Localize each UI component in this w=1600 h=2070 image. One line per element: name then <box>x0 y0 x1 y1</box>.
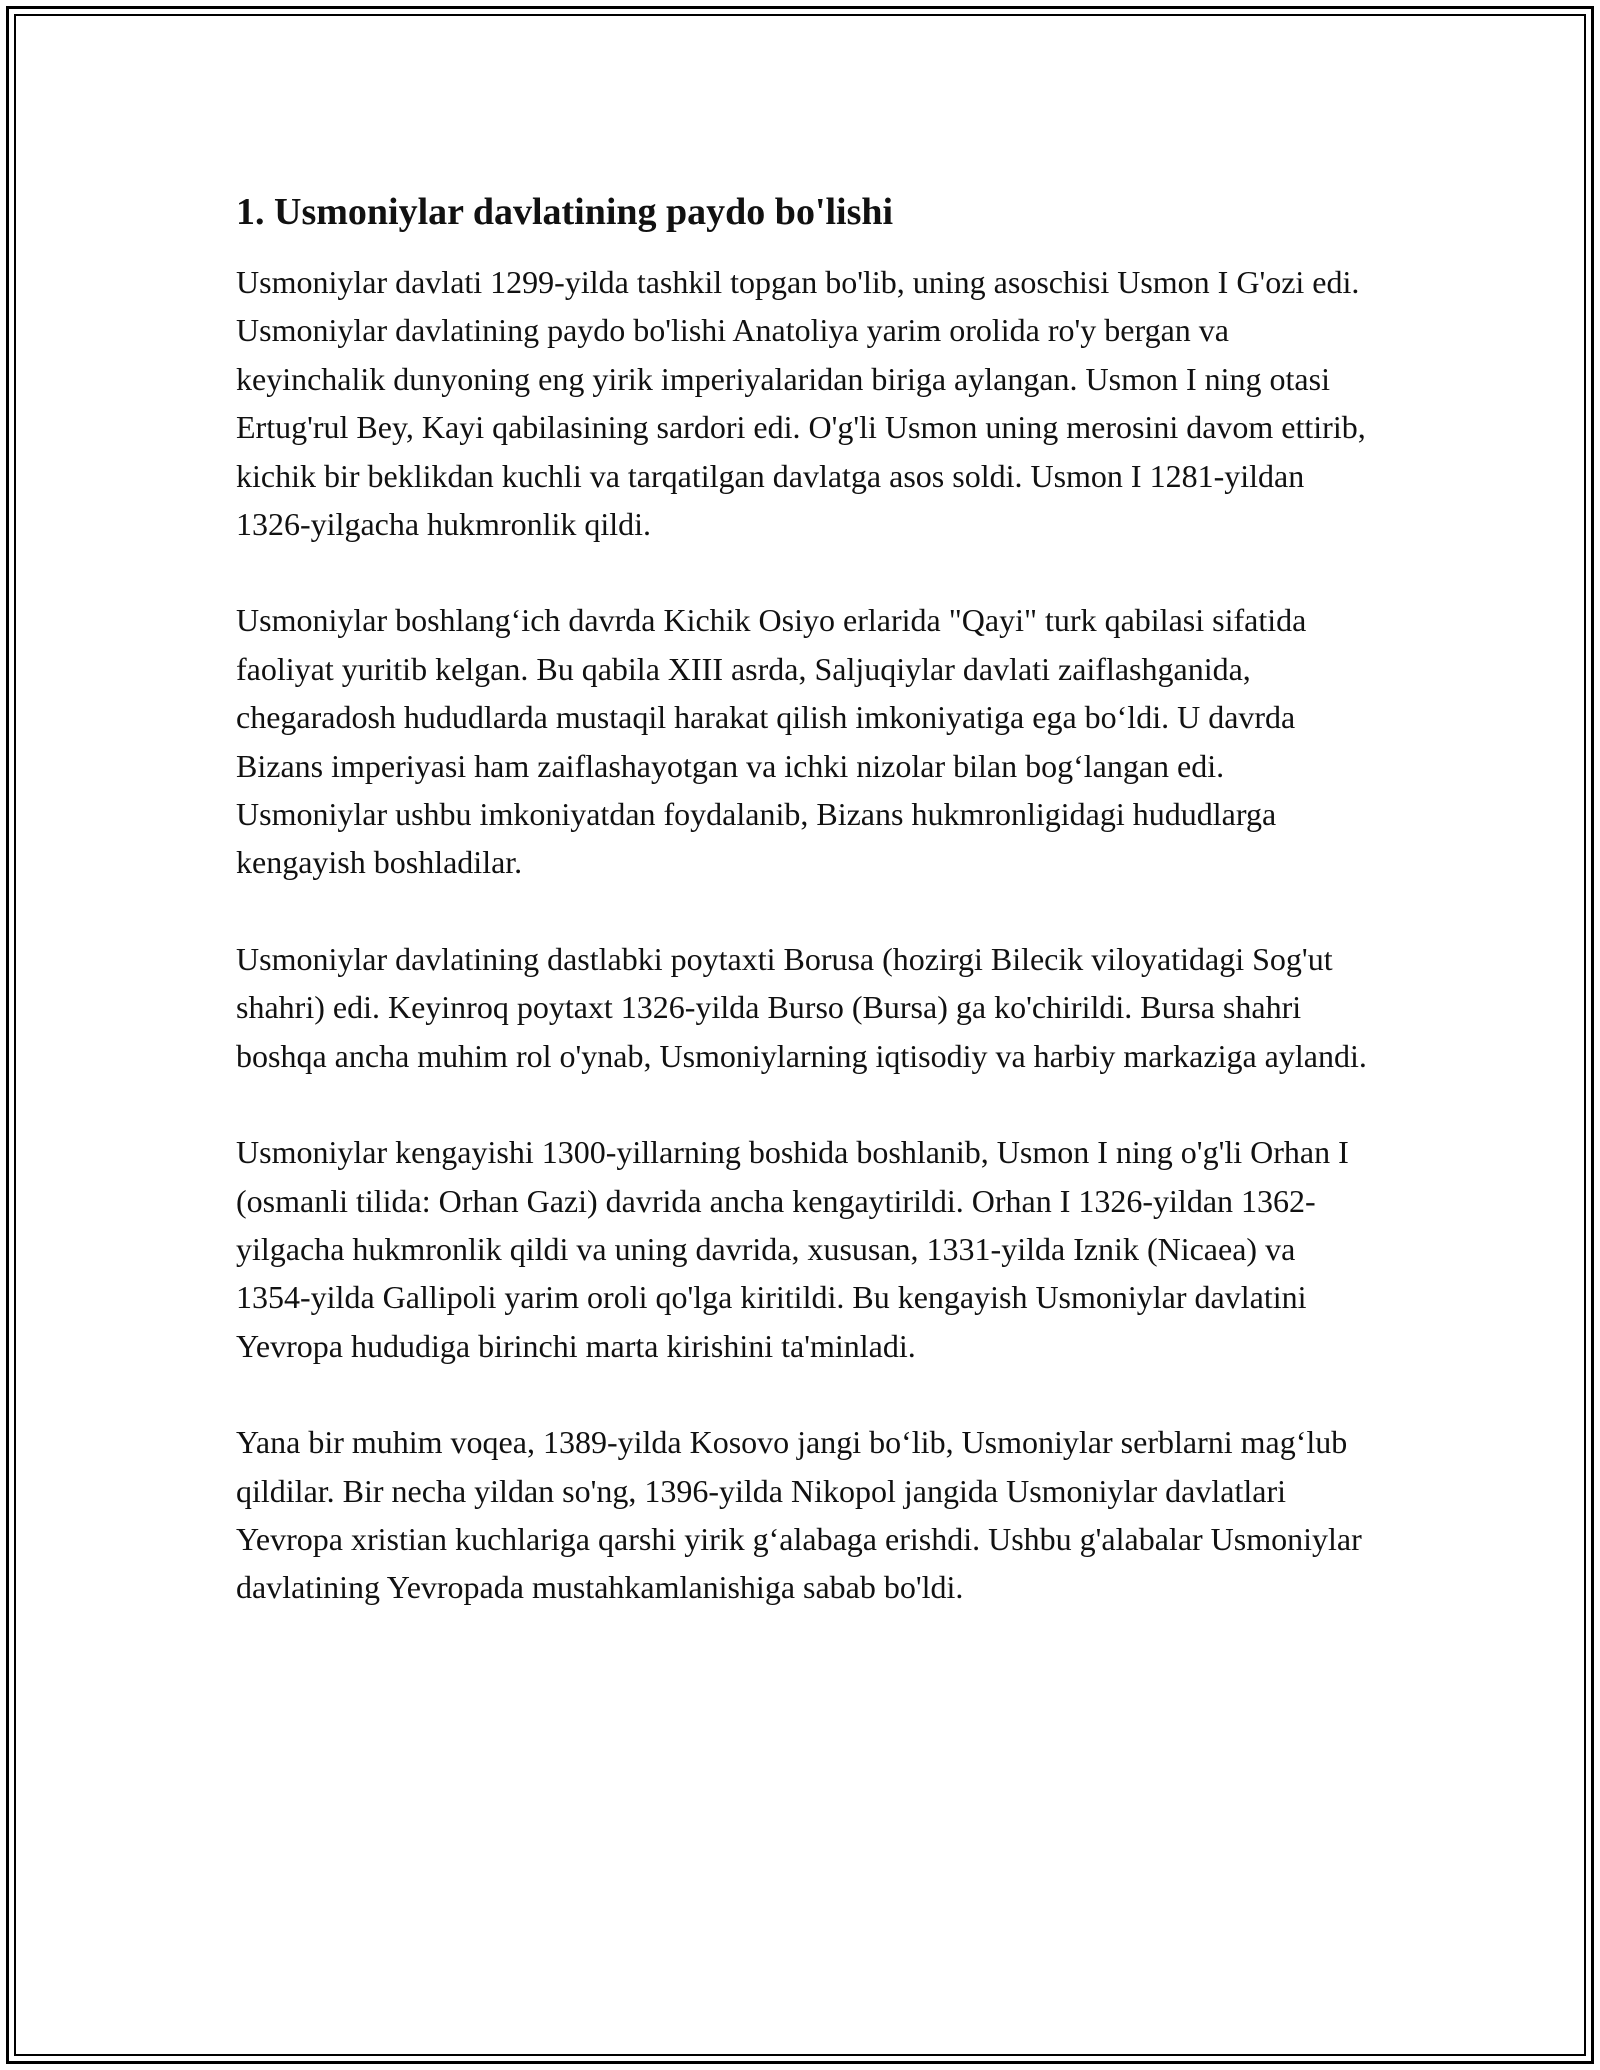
paragraph-capital: Usmoniylar davlatining dastlabki poytaxti Borusa (hozirgi Bilecik viloyatidagi Sog'ut shahri) edi. Keyinroq poytaxt 1326-yilda Burso (Bursa) ga ko'chirildi. Bursa shahri boshqa ancha muhim rol o'ynab, Usmoniylarning iqtisodiy va harbiy markaziga aylandi. <box>236 940 1367 1074</box>
paragraph-early-period: Usmoniylar boshlang‘ich davrda Kichik Osiyo erlarida "Qayi" turk qabilasi sifatida faoliyat yuritib kelgan. Bu qabila XIII asrda, Saljuqiylar davlati zaiflashganida, chegaradosh hududlarda mustaqil harakat qilish imkoniyatiga ega bo‘ldi. U davrda Bizans imperiyasi ham zaiflashayotgan va ichki nizolar bilan bog‘langan edi. Usmoniylar ushbu imkoniyatdan foydalanib, Bizans hukmronligidagi hududlarga kengayish boshladilar. <box>236 602 1307 881</box>
document-body <box>236 188 1376 1660</box>
paragraph-battles: Yana bir muhim voqea, 1389-yilda Kosovo jangi bo‘lib, Usmoniylar serblarni mag‘lub qildilar. Bir necha yildan so'ng, 1396-yilda Nikopol jangida Usmoniylar davlatlari Yevropa xristian kuchlariga qarshi yirik g‘alabaga erishdi. Ushbu g'alabalar Usmoniylar davlatining Yevropada mustahkamlanishiga sabab bo'ldi. <box>236 1424 1362 1606</box>
section-title: 1. Usmoniylar davlatining paydo bo'lishi <box>236 191 894 233</box>
paragraph-expansion: Usmoniylar kengayishi 1300-yillarning boshida boshlanib, Usmon I ning o'g'li Orhan I (osmanli tilida: Orhan Gazi) davrida ancha kengaytirildi. Orhan I 1326-yildan 1362-yilgacha hukmronlik qildi va uning davrida, xususan, 1331-yilda Iznik (Nicaea) va 1354-yilda Gallipoli yarim oroli qo'lga kiritildi. Bu kengayish Usmoniylar davlatini Yevropa hududiga birinchi marta kirishini ta'minladi. <box>236 1134 1349 1364</box>
paragraph-founding: Usmoniylar davlati 1299-yilda tashkil topgan bo'lib, uning asoschisi Usmon I G'ozi edi. Usmoniylar davlatining paydo bo'lishi Anatoliya yarim orolida ro'y bergan va keyinchalik dunyoning eng yirik imperiyalaridan biriga aylangan. Usmon I ning otasi Ertug'rul Bey, Kayi qabilasining sardori edi. O'g'li Usmon uning merosini davom ettirib, kichik bir beklikdan kuchli va tarqatilgan davlatga asos soldi. Usmon I 1281-yildan 1326-yilgacha hukmronlik qildi. <box>236 264 1366 543</box>
